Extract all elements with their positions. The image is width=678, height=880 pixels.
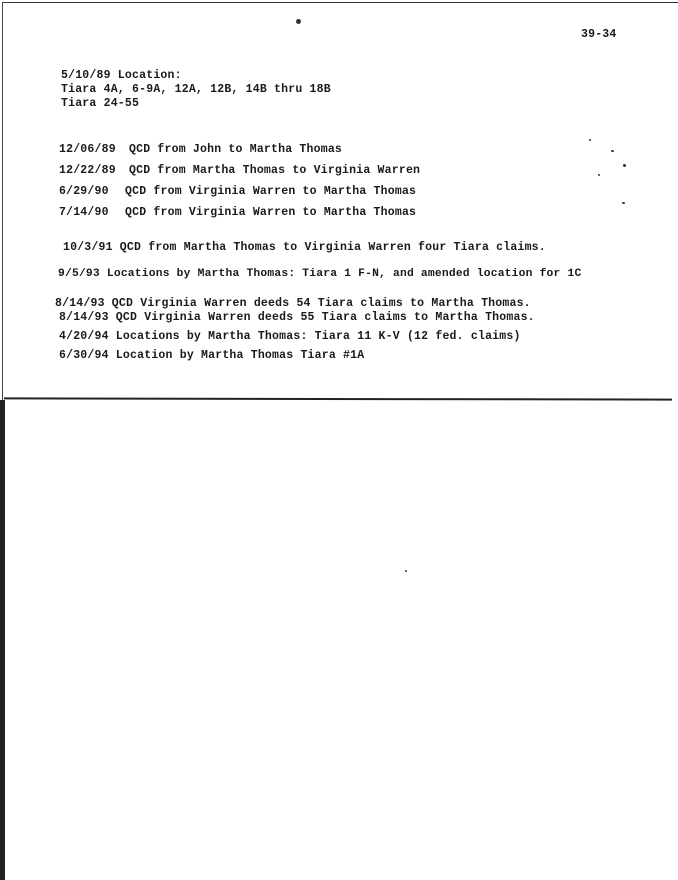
page-number: 39-34 (581, 28, 617, 41)
scan-speck (589, 139, 591, 141)
entry-text: QCD from Virginia Warren to Martha Thomas (125, 206, 417, 219)
entry-date: 12/06/89 (59, 143, 116, 156)
scan-speck (405, 570, 407, 572)
entry-row (59, 206, 416, 219)
entry-text: QCD from Virginia Warren to Martha Thomas (125, 185, 417, 198)
entry-row (59, 185, 416, 198)
page-left-edge (2, 2, 3, 400)
location-claims-line-2: Tiara 24-55 (61, 97, 140, 110)
scan-speck (622, 202, 625, 204)
entry-text: QCD from Martha Thomas to Virginia Warren (129, 164, 421, 177)
note-line: 9/5/93 Locations by Martha Thomas: Tiara 1 F-N, and amended location for 1C (58, 268, 582, 280)
entry-date: 6/29/90 (59, 185, 109, 198)
location-claims-line-1: Tiara 4A, 6-9A, 12A, 12B, 14B thru 18B (61, 83, 331, 96)
entry-text: QCD from John to Martha Thomas (129, 143, 343, 156)
note-line: 8/14/93 QCD Virginia Warren deeds 54 Tiara claims to Martha Thomas. (55, 297, 531, 310)
page-left-shadow (0, 400, 5, 880)
scan-speck (296, 19, 301, 24)
scan-speck (623, 164, 626, 167)
location-header: 5/10/89 Location: (61, 69, 182, 82)
entry-row (59, 143, 342, 156)
entry-date: 12/22/89 (59, 164, 116, 177)
entry-row (59, 164, 420, 177)
scan-speck (611, 150, 614, 152)
note-line: 8/14/93 QCD Virginia Warren deeds 55 Tiara claims to Martha Thomas. (59, 311, 535, 324)
note-line: 10/3/91 QCD from Martha Thomas to Virginia Warren four Tiara claims. (63, 241, 546, 254)
entry-date: 7/14/90 (59, 206, 109, 219)
note-line: 6/30/94 Location by Martha Thomas Tiara #1A (59, 349, 365, 362)
page-top-edge (2, 2, 678, 3)
note-line: 4/20/94 Locations by Martha Thomas: Tiara 11 K-V (12 fed. claims) (59, 330, 521, 343)
scan-speck (598, 174, 600, 176)
separator-line (4, 397, 672, 400)
